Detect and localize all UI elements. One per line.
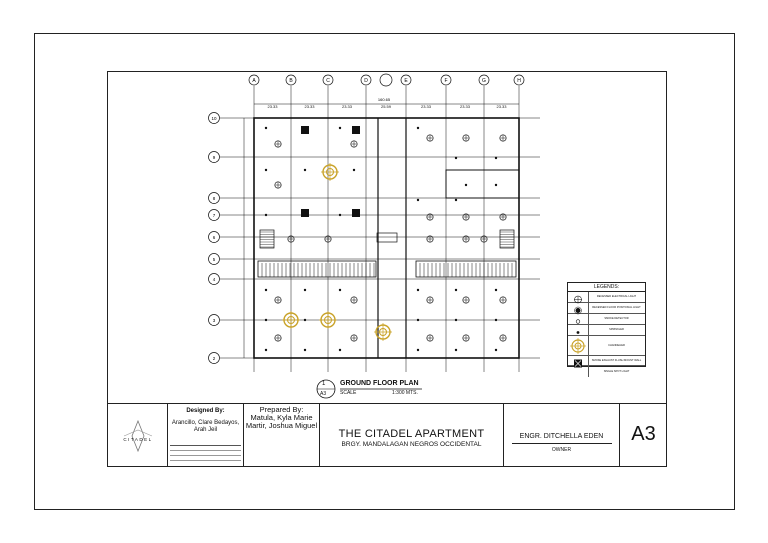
engineer-name: ENGR. DITCHELLA EDEN xyxy=(519,433,604,440)
grid-label: 4 xyxy=(212,276,216,282)
legend-item-label: SMOKE EXHAUST FLUSH MOUNT WALL xyxy=(591,359,642,362)
sprinkler-icon xyxy=(339,127,341,129)
sprinkler-icon xyxy=(265,289,267,291)
grid-label: H xyxy=(517,78,521,84)
dim-overall: 160.65 xyxy=(377,97,391,102)
plan-scale: 1:300 MTS. xyxy=(392,390,418,396)
sprinkler-icon xyxy=(495,319,497,321)
elevator xyxy=(377,233,397,242)
grid-label: A xyxy=(252,78,256,84)
grid-label: 9 xyxy=(212,154,216,160)
project-location: BRGY. MANDALAGAN NEGROS OCCIDENTAL xyxy=(341,441,482,448)
logo-cell xyxy=(108,404,168,466)
sprinkler-icon xyxy=(417,199,419,201)
pendant-light-icon xyxy=(568,303,589,313)
sprinkler-icon xyxy=(265,349,267,351)
stair-outline xyxy=(416,261,516,277)
legend-item-label: SINGLE SPOT LIGHT xyxy=(603,370,630,374)
dimension-text: 23.33 xyxy=(304,104,315,109)
recessed-light-icon xyxy=(568,292,589,302)
grid-label: 5 xyxy=(212,256,216,262)
legend-heading: LEGENDS: xyxy=(568,283,645,292)
plan-title: GROUND FLOOR PLAN xyxy=(340,380,419,387)
grid-label: G xyxy=(482,78,486,84)
sheet-number-cell xyxy=(620,404,667,466)
sprinkler-icon xyxy=(417,319,419,321)
sprinkler-icon xyxy=(495,289,497,291)
sprinkler-icon xyxy=(455,289,457,291)
sprinkler-icon xyxy=(455,349,457,351)
room-wall xyxy=(446,170,519,198)
sprinkler-icon xyxy=(465,184,467,186)
sprinkler-icon xyxy=(304,169,306,171)
sprinkler-icon xyxy=(339,289,341,291)
sprinkler-icon xyxy=(304,319,306,321)
designed-by-names: Arancillo, Clare Bedayos, Arah Jeil xyxy=(171,420,240,433)
grid-label: F xyxy=(444,78,448,84)
sprinkler-icon xyxy=(265,214,267,216)
grid-label: 3 xyxy=(212,317,216,323)
prepared-by-cell xyxy=(244,404,320,466)
owner-cell xyxy=(504,404,620,466)
grid-label: 6 xyxy=(212,234,216,240)
plan-walls xyxy=(220,74,540,372)
stair-outline xyxy=(260,230,274,248)
sprinkler-icon xyxy=(417,349,419,351)
dimension-text: 23.33 xyxy=(341,104,353,109)
dimension-text: 23.33 xyxy=(420,104,432,109)
dimension-text: 23.33 xyxy=(267,104,278,109)
sprinkler-icon xyxy=(455,157,457,159)
signature-line xyxy=(512,443,612,444)
grid-label: 10 xyxy=(211,115,217,121)
sprinkler-icon xyxy=(495,184,497,186)
exhaust-fan-icon xyxy=(301,126,309,134)
grid-label: E xyxy=(404,78,408,84)
legend-item-label: RECESSED ELECTRICAL LIGHT xyxy=(596,295,637,299)
exhaust-fan-icon xyxy=(352,209,360,217)
project-name: THE CITADEL APARTMENT xyxy=(338,428,485,440)
sprinkler-icon xyxy=(339,349,341,351)
stair-outline xyxy=(500,230,514,248)
project-cell xyxy=(320,404,504,466)
sprinkler-icon xyxy=(495,157,497,159)
grid-label: B xyxy=(289,78,293,84)
grid-label: 8 xyxy=(212,195,216,201)
north-arrow xyxy=(380,74,392,86)
sprinkler-icon xyxy=(455,199,457,201)
legend-item-label: SMOKE DETECTOR xyxy=(604,317,629,321)
plan-number: 1 xyxy=(322,381,326,387)
dimension-text: 23.33 xyxy=(496,104,507,109)
exhaust-fan-icon xyxy=(301,209,309,217)
sprinkler-icon xyxy=(265,319,267,321)
legend-item-label: CHANDELIER xyxy=(608,343,625,347)
exhaust-fan-icon xyxy=(352,126,360,134)
sprinkler-icon xyxy=(265,127,267,129)
sprinkler-icon xyxy=(339,214,341,216)
sprinkler-icon xyxy=(495,349,497,351)
chandelier-icon xyxy=(568,336,589,355)
logo-text: CITADEL xyxy=(123,437,153,442)
plan-scale-label: SCALE xyxy=(340,390,357,396)
sprinkler-icon xyxy=(417,127,419,129)
legend-box xyxy=(567,282,646,374)
blank-icon xyxy=(568,366,589,377)
stair-outline xyxy=(258,261,376,277)
title-block xyxy=(107,403,667,467)
sprinkler-icon xyxy=(417,289,419,291)
smoke-detector-icon xyxy=(568,314,589,324)
grid-label: 2 xyxy=(212,355,216,361)
sprinkler-icon xyxy=(353,169,355,171)
legend-item-label: RECESSED FLOOR POSITIONAL LIGHT xyxy=(592,306,641,310)
grid-label: C xyxy=(326,78,330,84)
plan-sheet-ref: A3 xyxy=(320,391,327,397)
grid-label: D xyxy=(364,78,368,84)
citadel-logo xyxy=(116,418,160,454)
prepared-by-names: Matula, Kyla Marie Martir, Joshua Miguel xyxy=(245,413,318,430)
designed-by-label: Designed By: xyxy=(186,408,225,414)
owner-label: OWNER xyxy=(551,447,572,453)
legend-item-label: SPRINKLER xyxy=(609,328,624,332)
designed-by-cell xyxy=(168,404,244,466)
sprinkler-icon xyxy=(455,319,457,321)
sprinkler-icon xyxy=(265,169,267,171)
dimension-text: 25.59 xyxy=(380,104,392,109)
grid-bubbles-left xyxy=(209,113,220,364)
sprinkler-icon xyxy=(304,349,306,351)
exhaust-fan-icon xyxy=(568,356,589,366)
sheet-number: A3 xyxy=(631,423,656,445)
sprinkler-icon xyxy=(304,289,306,291)
sprinkler-icon xyxy=(568,325,589,335)
dimension-text: 23.33 xyxy=(459,104,471,109)
revision-table xyxy=(170,445,241,464)
prepared-by-label: Prepared By: xyxy=(259,405,304,414)
grid-label: 7 xyxy=(212,212,216,218)
